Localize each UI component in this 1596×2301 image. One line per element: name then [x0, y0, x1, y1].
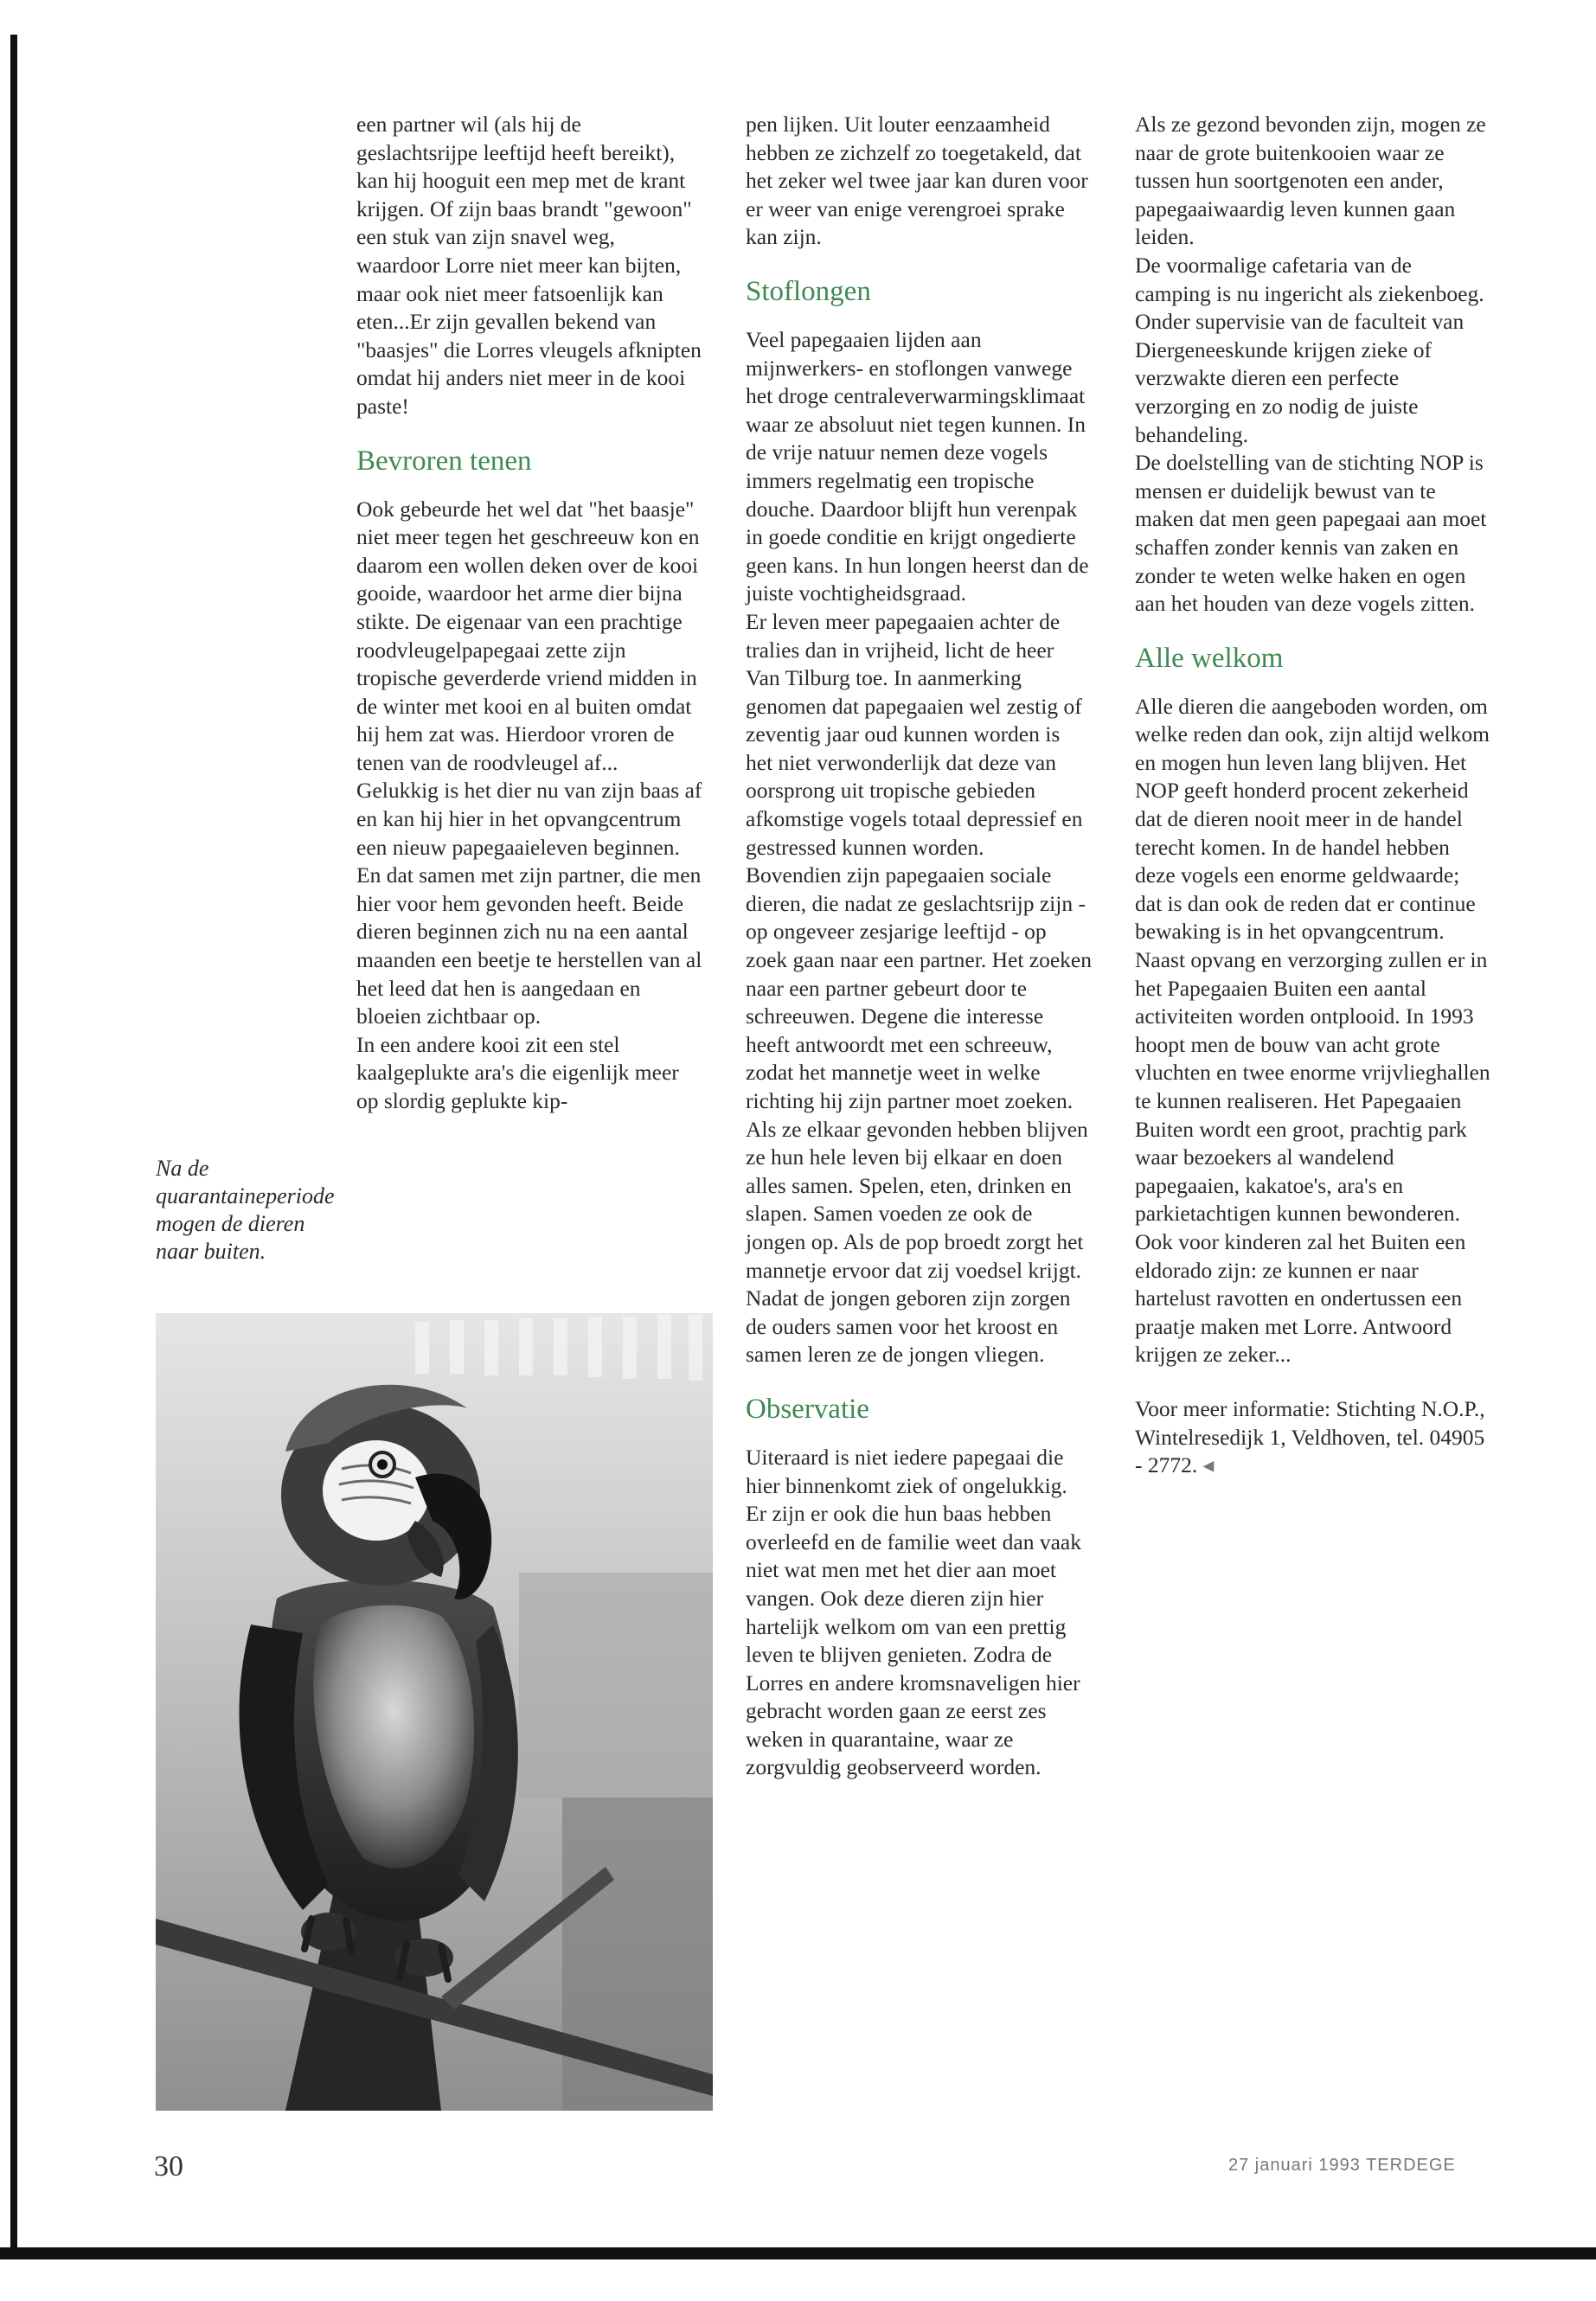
scan-edge-left: [10, 35, 17, 2253]
paragraph: In een andere kooi zit een stel kaalgeplukte ara's die eigenlijk meer op slordig geplukte kip-: [356, 1031, 679, 1113]
section-heading-stoflongen: Stoflongen: [746, 275, 871, 307]
article-column-2: [746, 111, 1092, 1782]
paragraph: Er leven meer papegaaien achter de tralies dan in vrijheid, licht de heer Van Tilburg toe. In aanmerking genomen dat papegaaien wel zestig of zeventig jaar oud kunnen worden is het niet verwonderlijk dat deze van oorsprong uit tropische gebieden afkomstige vogels totaal depressief en gestressed kunnen worden.: [746, 608, 1083, 860]
contact-text: Voor meer informatie: Stichting N.O.P., Wintelresedijk 1, Veldhoven, tel. 04905 - 2772.: [1135, 1395, 1485, 1478]
publication-footer: 27 januari 1993 TERDEGE: [1228, 2156, 1456, 2175]
macaw-photo: [156, 1313, 713, 2111]
paragraph: een partner wil (als hij de geslachtsrijpe leeftijd heeft bereikt), kan hij hooguit een mep met de krant krijgen. Of zijn baas brandt "gewoon" een stuk van zijn snavel weg, waardoor Lorre niet meer kan bijten, maar ook niet meer fatsoenlijk kan eten...Er zijn gevallen bekend van "baasjes" die Lorres vleugels afknipten omdat hij anders niet meer in de kooi paste!: [356, 112, 702, 419]
paragraph: De voormalige cafetaria van de camping is nu ingericht als ziekenboeg. Onder supervisie van de faculteit van Diergeneeskunde krijgen zieke of verzwakte dieren een perfecte verzorging en zo nodig de juiste behandeling.: [1135, 252, 1484, 447]
paragraph: pen lijken. Uit louter eenzaamheid hebben ze zichzelf zo toegetakeld, dat het zeker wel twee jaar kan duren voor er weer van enige verengroei sprake kan zijn.: [746, 112, 1088, 250]
scan-edge-bottom: [0, 2247, 1596, 2259]
paragraph: Uiteraard is niet iedere papegaai die hier binnenkomt ziek of ongelukkig. Er zijn er ook die hun baas hebben overleefd en de familie weet dan vaak niet wat men met het dier aan moet vangen. Ook deze dieren zijn hier hartelijk welkom om van een prettig leven te blijven genieten. Zodra de Lorres en andere kromsnaveligen hier gebracht worden gaan ze eerst zes weken in quarantaine, waar ze zorgvuldig geobserveerd worden.: [746, 1444, 1081, 1780]
article-column-1: [356, 111, 702, 1116]
section-heading-observatie: Observatie: [746, 1393, 869, 1425]
paragraph: Naast opvang en verzorging zullen er in het Papegaaien Buiten een aantal activiteiten worden ontplooid. In 1993 hoopt men de bouw van acht grote vluchten en twee enorme vrijvlieghallen te kunnen realiseren. Het Papegaaien Buiten wordt een groot, prachtig park waar bezoekers al wandelend papegaaien, kakatoe's, ara's en parkietachtigen kunnen bewonderen. Ook voor kinderen zal het Buiten een eldorado zijn: ze kunnen er naar hartelust ravotten en ondertussen een praatje maken met Lorre. Antwoord krijgen ze zeker...: [1135, 947, 1490, 1368]
paragraph: Veel papegaaien lijden aan mijnwerkers- en stoflongen vanwege het droge centraleverwarmingsklimaat waar ze absoluut niet tegen kunnen. In de vrije natuur nemen deze vogels immers regelmatig een tropische douche. Daardoor blijft hun verenpak in goede conditie en krijgt ongedierte geen kans. In hun longen heerst dan de juiste vochtigheidsgraad.: [746, 326, 1089, 606]
section-heading-bevroren-tenen: Bevroren tenen: [356, 445, 532, 477]
contact-info: [1135, 1395, 1491, 1480]
paragraph: Ook gebeurde het wel dat "het baasje" niet meer tegen het geschreeuw kon en daarom een wollen deken over de kooi gooide, waardoor het arme dier bijna stikte. De eigenaar van een prachtige roodvleugelpapegaai zette zijn tropische geverderde vriend midden in de winter met kooi en al buiten omdat hij hem zat was. Hierdoor vroren de tenen van de roodvleugel af... Gelukkig is het dier nu van zijn baas af en kan hij hier in het opvangcentrum een nieuw papegaaieleven beginnen. En dat samen met zijn partner, die men hier voor hem gevonden heeft. Beide dieren beginnen zich nu na een aantal maanden een beetje te herstellen van al het leed dat hen is aangedaan en bloeien zichtbaar op.: [356, 496, 702, 1029]
end-mark-icon: ◂: [1202, 1452, 1215, 1478]
paragraph: De doelstelling van de stichting NOP is mensen er duidelijk bewust van te maken dat men geen papegaai aan moet schaffen zonder kennis van zaken en zonder te weten welke haken en ogen aan het houden van deze vogels zitten.: [1135, 450, 1487, 617]
section-heading-alle-welkom: Alle welkom: [1135, 642, 1284, 674]
paragraph: Bovendien zijn papegaaien sociale dieren, die nadat ze geslachtsrijp zijn - op ongeveer zesjarige leeftijd - op zoek gaan naar een partner. Het zoeken naar een partner gebeurt door te schreeuwen. Degene die interesse heeft antwoordt met een schreeuw, zodat het mannetje weet in welke richting hij zijn partner moet zoeken. Als ze elkaar gevonden hebben blijven ze hun hele leven bij elkaar en doen alles samen. Spelen, eten, drinken en slapen. Samen voeden ze ook de jongen op. Als de pop broedt zorgt het mannetje ervoor dat zij voedsel krijgt. Nadat de jongen geboren zijn zorgen de ouders samen voor het kroost en samen leren ze de jongen vliegen.: [746, 862, 1092, 1368]
photo-caption: Na de quarantaineperiode mogen de dieren naar buiten.: [156, 1156, 335, 1264]
paragraph: Alle dieren die aangeboden worden, om welke reden dan ook, zijn altijd welkom en mogen hun leven lang blijven. Het NOP geeft honderd procent zekerheid dat de dieren nooit meer in de handel terecht komen. In de handel hebben deze vogels een enorme geldwaarde; dat is dan ook de reden dat er continue bewaking is in het opvangcentrum.: [1135, 693, 1490, 945]
article-column-3: [1135, 111, 1491, 1480]
macaw-illustration: [156, 1313, 713, 2111]
paragraph: Als ze gezond bevonden zijn, mogen ze naar de grote buitenkooien waar ze tussen hun soortgenoten een ander, papegaaiwaardig leven kunnen gaan leiden.: [1135, 112, 1486, 250]
page-number: 30: [154, 2150, 183, 2182]
